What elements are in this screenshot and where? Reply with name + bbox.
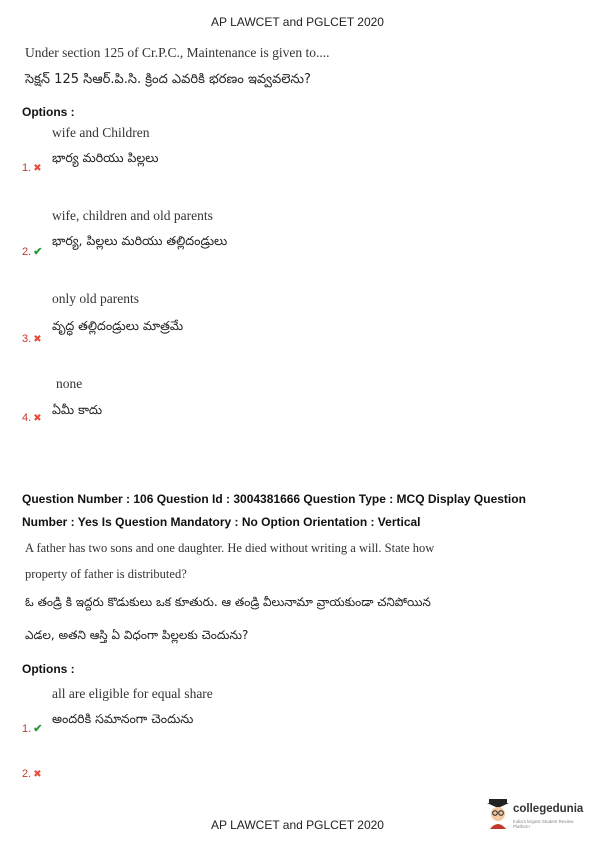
logo-wordmark: collegedunia — [513, 803, 584, 815]
question-meta-line: Question Number : 106 Question Id : 3004381666 Question Type : MCQ Display Question — [22, 492, 526, 506]
option-text-te: భార్య మరియు పిల్లలు — [52, 150, 159, 165]
option-text-en: wife and Children — [52, 125, 150, 140]
question-text-en: property of father is distributed? — [25, 567, 187, 581]
option-text-en: only old parents — [52, 291, 139, 306]
question-text-en: Under section 125 of Cr.P.C., Maintenance is given to.... — [25, 45, 330, 60]
page-header: AP LAWCET and PGLCET 2020 — [211, 15, 384, 29]
option-text-en: wife, children and old parents — [52, 208, 213, 223]
question-text-te: ఎడల, అతని ఆస్తి ఏ విధంగా పిల్లలకు చెందును? — [25, 628, 249, 642]
wrong-icon: ✖ — [33, 334, 42, 345]
option-number — [22, 162, 42, 174]
option-number — [22, 333, 42, 345]
options-label: Options : — [22, 105, 75, 119]
option-index: 1. — [22, 162, 32, 174]
option-index: 2. — [22, 246, 32, 258]
logo-tagline: India's largest Student Review Platform — [513, 819, 574, 829]
option-text-en: all are eligible for equal share — [52, 686, 213, 701]
wrong-icon: ✖ — [33, 163, 42, 174]
option-index: 2. — [22, 768, 32, 780]
option-number — [22, 768, 42, 780]
option-number — [22, 722, 42, 735]
question-meta — [22, 488, 582, 534]
student-mascot-icon — [486, 799, 510, 829]
option-index: 4. — [22, 412, 32, 424]
wrong-icon: ✖ — [33, 769, 42, 780]
option-text-te: వృద్ధ తల్లిదండ్రులు మాత్రమే — [52, 318, 184, 333]
wrong-icon: ✖ — [33, 413, 42, 424]
option-text-te: అందరికి సమానంగా చెందును — [52, 711, 194, 726]
question-text-te: సెక్షన్ 125 సిఆర్.పి.సి. క్రింద ఎవరికి భరణం ఇవ్వవలెను? — [25, 72, 311, 87]
option-index: 1. — [22, 723, 32, 735]
option-text-te: ఏమీ కాదు — [52, 402, 103, 417]
question-meta-line: Number : Yes Is Question Mandatory : No Option Orientation : Vertical — [22, 515, 421, 529]
option-text-te: భార్య, పిల్లలు మరియు తల్లిదండ్రులు — [52, 233, 228, 248]
option-index: 3. — [22, 333, 32, 345]
option-number — [22, 245, 42, 258]
question-text-te: ఓ తండ్రి కి ఇద్దరు కొడుకులు ఒక కూతురు. ఆ తండ్రి వీలునామా వ్రాయకుండా చనిపోయిన — [25, 595, 431, 609]
options-label: Options : — [22, 662, 75, 676]
correct-icon: ✔ — [33, 723, 43, 735]
correct-icon: ✔ — [33, 246, 43, 258]
option-text-en: none — [56, 376, 83, 391]
question-text-en: A father has two sons and one daughter. He died without writing a will. State how — [25, 541, 435, 555]
page-footer: AP LAWCET and PGLCET 2020 — [211, 818, 384, 832]
collegedunia-logo — [486, 797, 591, 831]
option-number — [22, 412, 42, 424]
